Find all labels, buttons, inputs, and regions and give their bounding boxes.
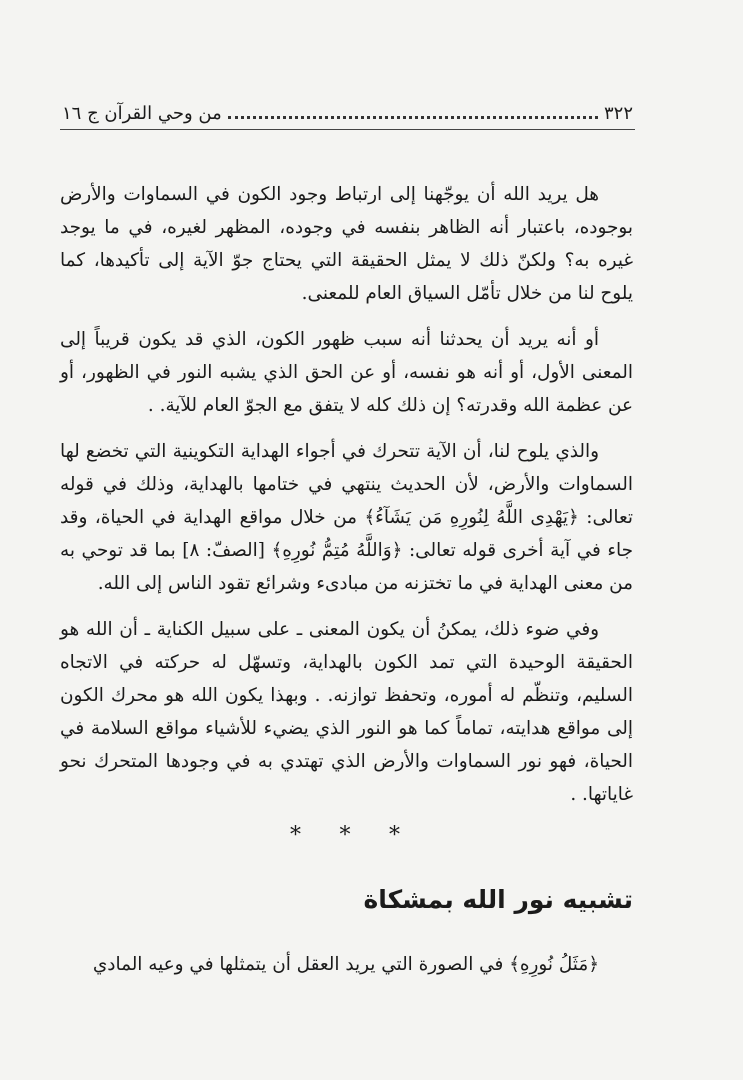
page-header xyxy=(62,98,633,128)
paragraph-5: ﴿مَثَلُ نُورِهِ﴾ في الصورة التي يريد العقل أن يتمثلها في وعيه المادي xyxy=(92,954,599,975)
header-dotted-leader xyxy=(228,116,598,119)
running-title: من وحي القرآن ج ١٦ xyxy=(62,102,222,124)
section-heading: تشبيه نور الله بمشكاة xyxy=(363,885,633,914)
separator-star: * xyxy=(339,823,351,848)
paragraph-4: وفي ضوء ذلك، يمكنُ أن يكون المعنى ـ على سبيل الكناية ـ أن الله هو الحقيقة الوحيدة التي تمد الكون بالهداية، وتسهّل له حركته في الاتجاه السليم، وتنظّم له أموره، وتحفظ توازنه. . وبهذا يكون الله هو محرك الكون إلى مواقع هدايته، تماماً كما هو النور الذي يضيء للأشياء مواقع السلامة في الحياة، فهو نور السماوات والأرض الذي تهتدي به في وجودها المتحرك نحو غاياتها. . xyxy=(60,619,633,805)
body-text xyxy=(60,178,633,824)
separator-star: * xyxy=(290,823,301,848)
section-separator xyxy=(290,823,400,848)
paragraph-3: والذي يلوح لنا، أن الآية تتحرك في أجواء الهداية التكوينية التي تخضع لها السماوات والأرض، لأن الحديث ينتهي في ختامها بالهداية، وذلك في قوله تعالى: ﴿يَهْدِى اللَّهُ لِنُورِهِ مَن يَشَآءُ﴾ من خلال مواقع الهداية في الحياة، وقد جاء في آية أخرى قوله تعالى: ﴿وَاللَّهُ مُتِمُّ نُورِهِ﴾ [الصفّ: ٨] بما قد توحي به من معنى الهداية في ما تختزنه من مبادىء وشرائع تقود الناس إلى الله. xyxy=(60,441,633,594)
header-rule xyxy=(60,129,635,130)
page-number: ٣٢٢ xyxy=(603,102,633,124)
paragraph-2: أو أنه يريد أن يحدثنا أنه سبب ظهور الكون، الذي قد يكون قريباً إلى المعنى الأول، أو أنه هو نفسه، أو عن الحق الذي يشبه النور في الظهور، أو عن عظمة الله وقدرته؟ إن ذلك كله لا يتفق مع الجوّ العام للآية. . xyxy=(60,329,633,416)
paragraph-1: هل يريد الله أن يوجّهنا إلى ارتباط وجود الكون في السماوات والأرض بوجوده، باعتبار أنه الظاهر بنفسه في وجوده، المظهر لغيره، في ما يوجد غيره به؟ ولكنّ ذلك لا يمثل الحقيقة التي يحتاج جوّ الآية إلى تأكيدها، كما يلوح لنا من خلال تأمّل السياق العام للمعنى. xyxy=(60,184,633,304)
separator-star: * xyxy=(389,823,400,848)
